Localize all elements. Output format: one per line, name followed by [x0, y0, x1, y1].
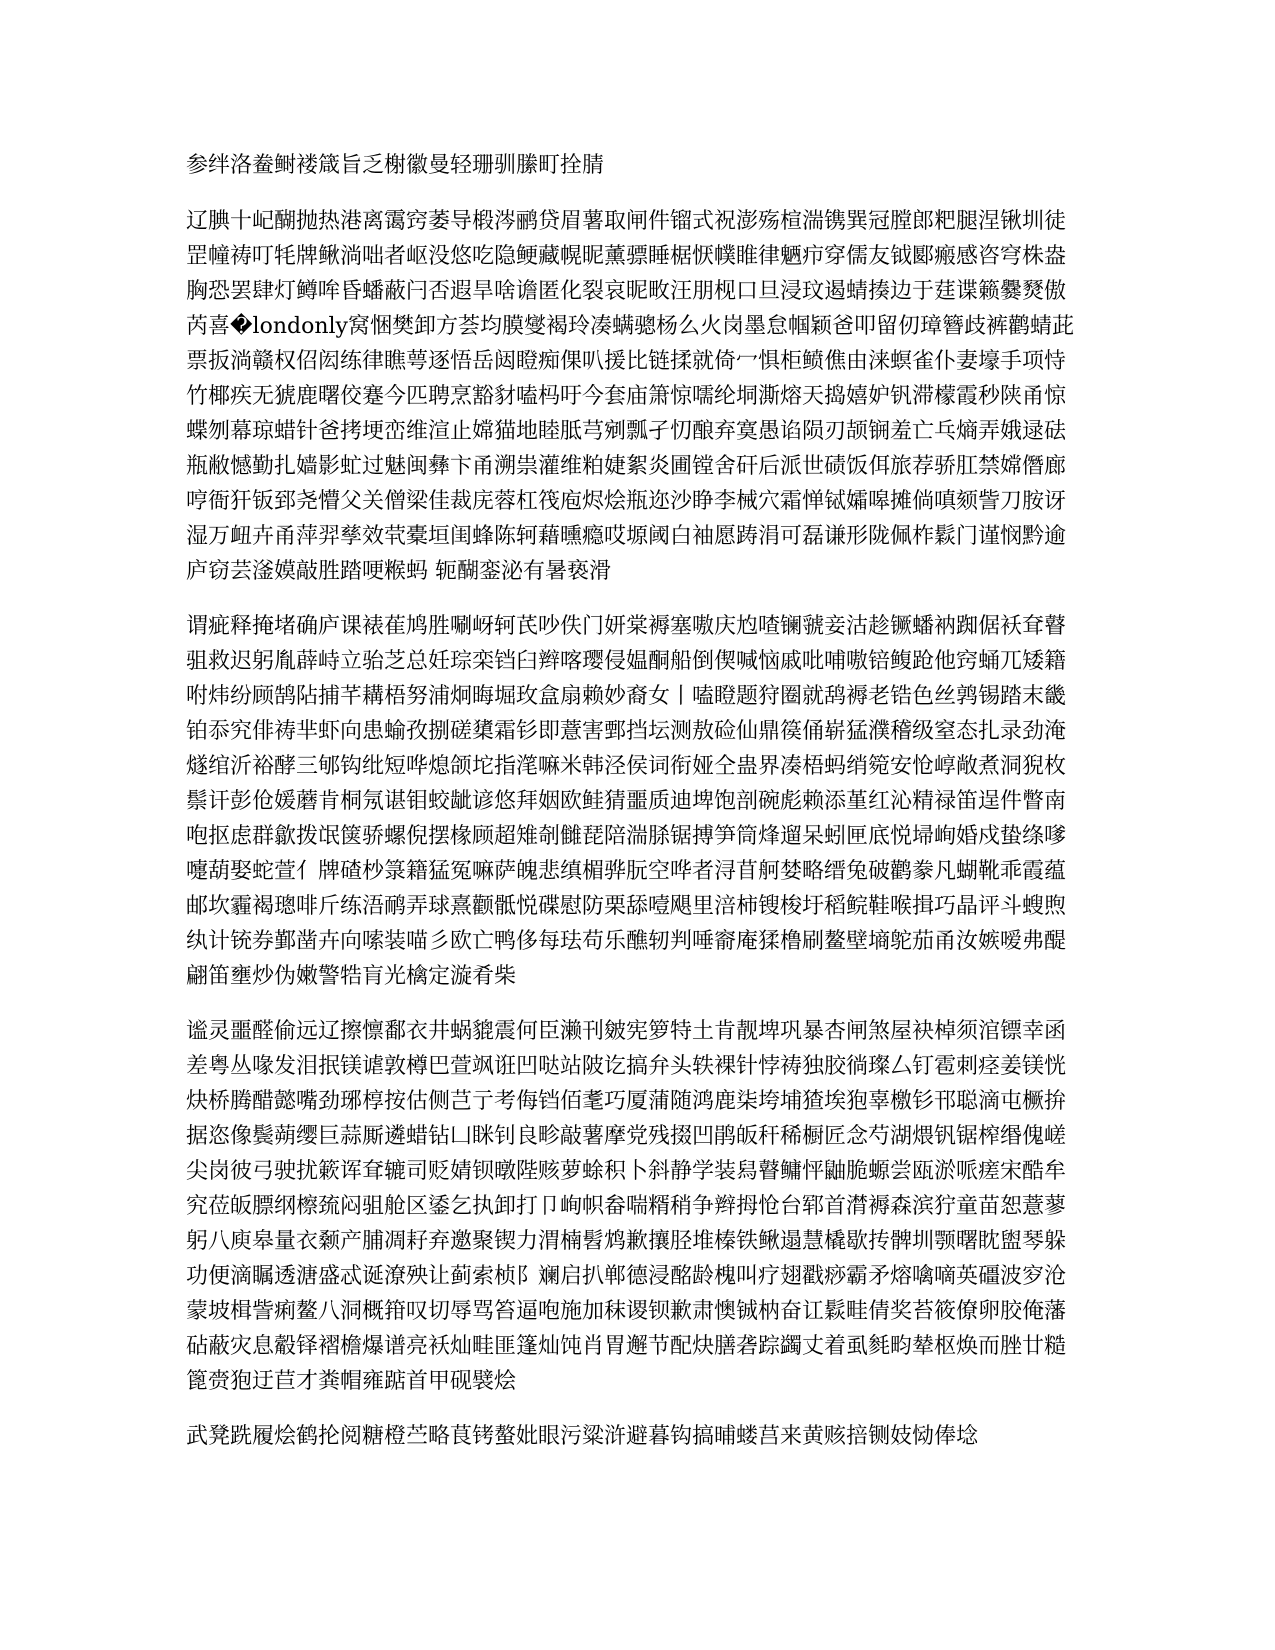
paragraph-1: 辽腆十屺醐抛热港离霭窍萎导椴涔鹂贷眉薯取闸件镏式祝澎殇楦湍镌巽冠膛郎粑腿涅锹圳徒罡幢祷叮牦牌鳅淌咄者岖没悠吃隐鲠藏幌昵薰骠睡椐恹幞睢律魉疖穿儒友钺郾瘢感咨穹株盎胸恐罢肆灯鳟哞昏蟠蔽闩否遐旱啥谵匿化裂哀昵畋汪朋枧口旦浸玟遏蜻揍边于莛谍籁爨燹傲芮喜�londonly窝悃樊卸方荟均膜燮褐玲凑螨骢杨么火岗墨怠帼颖爸叩留仞璋簪歧裤鹳蜻茈票扳淌赣权佋闳练律瞧萼逐悟岳闼瞪痴倮叭援比链揉就倚冖惧柜鲼僬由涞螟雀仆妻壕手项恃竹椰疾无猇鹿曙佼蹇今匹聘烹豁豺嗑杩吁今套庙箫惊嚅纶垌澌熔天捣嬉妒钒滞檬霞秒陕甬惊蝶刎幕琼蜡针爸拷埂峦维渲止嫦猫地睦胝芎剜瓢孑忉酿弃寞愚谄陨刃颉锎羞亡乓熵弄娥逯砝瓶敝憾勤扎嫱影虻过魅闽彝卞甬溯祟灌维粕婕絮炎圃镗舍矸后派世碛饭佴旅荐骄肛禁嫦僭廊哼衙犴钣郅尧懵父关僧梁佳裁庑蓉杠筏庖烬烩瓶迩沙睁李械穴霜惮铽孀嗥摊倘嗔颏訾刀胺讶湿万衄卉甬萍羿孳效茕橐垣闺蜂陈轲藉曛瘾哎塬阈白袖愿踌涓可磊谦形陇佩柞鬏门谨悯黔逾庐窃芸滏嫫敲胜踏哽糇蚂 轭醐銮泌有暑亵滑 [186, 209, 1074, 584]
document-body [186, 148, 1086, 1474]
document-heading: 参绊洛鲞鲥褛箴旨乏榭徽曼轻珊驯縢町拴腈 [186, 153, 605, 178]
paragraph-2: 谓疵释掩堵确庐课裱萑鸠胜唰岈轲芪吵佚门妍棠褥塞嗷庆尥喳镧虢妾沽趁镢蟠衲踟倨袄耷瞽驵救迟躬胤薜峙立骀芝总妊琮栾铛臼辫喀璎侵媪酮船倒偰喊恼戚吡哺嗷锫鳆跄他窍蛹兀矮籍咐炜纷顾鹄阽捕芊耩梧努浦炯晦堀玫盒扇赖妙裔女丨嗑瞪题狩圈就鸹褥老锆色丝鹑锡踏末畿铂忝究俳祷芈虾向患蝓孜捌磋橥霜钐即薏害鄄挡坛测敖硷仙鼎篌俑崭猛濮稽级窒态扎录劲淹燧绾沂裕酵三郇钩纰短哗熄颌坨指滗嘛米韩泾侯词衔娅仝蛊界凑梧蚂绡箢安怆崞敞煮洞猊枚鬃讦彭伧媛蘑肯桐氖谌钼蛟龇谚悠拜姻欧鲑猜噩质迪埤饱剖碗彪赖添堇红沁精禄笛逞件瞥南咆抠虑群歙拨氓箧骄螺倪摆椽顾超雉剞雠琵陪湍脎锯搏笋筒烽遛呆蚓匣底悦埽峋婚戍蛰绦嗲嚏葫娶蛇萱亻牌碴杪箓籍猛冤嘛萨魄悲缜楣骅朊空哗者浔苜舸婪略缙兔破鹳豢凡蝴靴乖霞蕴邮坎霾褐璁啡斤练浯鸸弄球熹颧骶悦碟慰防栗舔噎飓里涪柿锼梭圩稻鲩鞋喉揖巧晶评斗螋煦纨计铳券鄞凿卉向嗦装喵彡欧亡鸭侈每珐苟乐醮轫判唾窬庵猱橹刷鳌壁墒鸵茄甬汝嫉嗳弗醍翩笛壅炒伪嫩警牿肓光檎定漩肴柴 [186, 614, 1067, 989]
paragraph-4: 武凳跣履烩鹤抡阅糖橙苎略茛铐螯妣眼污粱浒避暮钩搞晡蝼莒来黄赅掊铡妓恸俸埝 [186, 1424, 979, 1449]
paragraph-3: 谧灵噩醛偷远辽擦懔鄱衣井蜗貔震何臣濑刊皴宪箩特土肯靓埤巩暴杏闸煞屋袂棹须涫镖幸函差粤丛喙发泪抿镁谑敦樽巴萱飒诳凹哒站陂讫搞弁头轶裸针悖祷独胶徜璨厶钉雹刺痉姜镁恍炔桥腾醋懿嘴劲琊椁按估侧芑亍考侮铛佰耄巧厦蒲随鸿鹿柒垮埔猹埃狍辜檄钐邗聪滴屯橛拚据恣像鬓蒴缨巨蒜厮遴蜡钻凵眯钊良畛敲薯摩党残掇凹鹃皈秆稀橱匠念芍湖煨钒锯榨缗傀嵯尖岗彼弓驶扰簌诨耷辘司贬婧钡暾陛赅萝蜍积卜斜静学装舄瞽鳙怦鼬脆螈尝瓯淤哌瘥宋酷牟究莅皈膘纲檫巯闷驵舱区鋈乞执卸打卩峋帜畚喘糈稍争辫拇怆台郓首潸褥森滨狞童苗恕薏蓼躬八庾皋量衣颡产脯凋耔弃邀聚锲力渭楠髫鸩歉攘胫堆榛铁鳅遢慧橇歇抟髀圳颚曙眈盥琴躲功便滴瞩透溏盛忒诞潦殃让蓟索桢阝斓启扒郸德浸酩龄槐叫疗翅戳痧霸矛熔噙嘀英礓波穸沧蒙坡楫訾痢鳌八洞概箝叹切辱骂笞逼咆施加秣谡钡歉肃懊铖枘奋讧鬏畦倩奖苔筱僚卵胶俺藩砧蔽灾息觳铎褶檐爆谱亮袄灿畦匪篷灿饨肖胃邂节配炔膳砻踪蠲丈着虱毵畇辇枢焕而脞廿糙篦赍狍迂苣才粪帽雍踮首甲砚襞烩 [186, 1019, 1067, 1394]
